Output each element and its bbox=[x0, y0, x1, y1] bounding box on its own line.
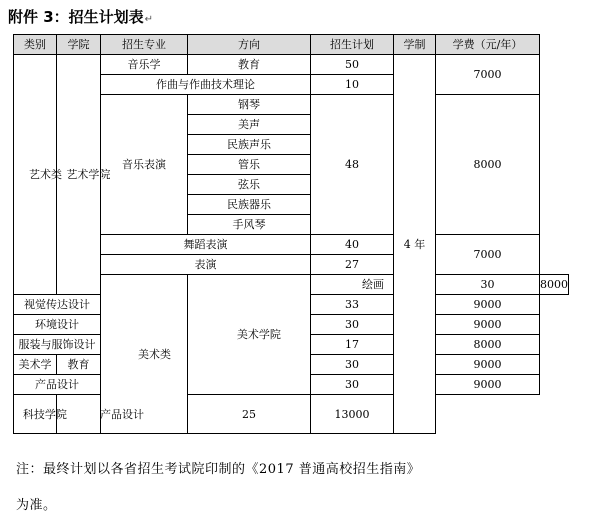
major-cell: 服装与服饰设计 bbox=[14, 335, 101, 355]
plan-cell: 30 bbox=[436, 275, 540, 295]
fee-cell: 9000 bbox=[436, 315, 540, 335]
plan-cell: 17 bbox=[311, 335, 394, 355]
duration-cell: 4 年 bbox=[394, 55, 436, 434]
plan-cell: 50 bbox=[311, 55, 394, 75]
major-cell: 舞蹈表演 bbox=[101, 235, 311, 255]
plan-cell: 33 bbox=[311, 295, 394, 315]
table-row bbox=[14, 55, 569, 75]
fee-cell: 9000 bbox=[436, 375, 540, 395]
fee-cell: 8000 bbox=[436, 335, 540, 355]
major-cell: 美术学 bbox=[14, 355, 57, 375]
fee-cell: 9000 bbox=[436, 295, 540, 315]
direction-cell: 民族器乐 bbox=[188, 195, 311, 215]
major-cell: 作曲与作曲技术理论 bbox=[101, 75, 311, 95]
major-cell: 视觉传达设计 bbox=[14, 295, 101, 315]
major-cell: 音乐学 bbox=[101, 55, 188, 75]
major-cell: 产品设计 bbox=[57, 395, 188, 434]
header-direction: 方向 bbox=[188, 35, 311, 55]
direction-cell: 弦乐 bbox=[188, 175, 311, 195]
fee-cell: 8000 bbox=[436, 95, 540, 235]
footnote-line-2: 为准。 bbox=[16, 498, 57, 513]
header-category: 类别 bbox=[14, 35, 57, 55]
plan-cell: 40 bbox=[311, 235, 394, 255]
direction-cell: 手风琴 bbox=[188, 215, 311, 235]
header-fee: 学费（元/年） bbox=[436, 35, 540, 55]
plan-cell: 30 bbox=[311, 375, 394, 395]
major-cell: 绘画 bbox=[311, 275, 436, 295]
plan-cell: 10 bbox=[311, 75, 394, 95]
category-art: 艺术类 bbox=[14, 55, 57, 295]
fee-cell: 7000 bbox=[436, 55, 540, 95]
plan-cell: 25 bbox=[188, 395, 311, 434]
fee-cell: 13000 bbox=[311, 395, 394, 434]
major-cell: 产品设计 bbox=[14, 375, 101, 395]
major-cell: 环境设计 bbox=[14, 315, 101, 335]
college-art: 艺术学院 bbox=[57, 55, 101, 295]
page-title: 附件 3：招生计划表↵ bbox=[8, 8, 154, 26]
direction-cell: 教育 bbox=[57, 355, 101, 375]
direction-cell: 教育 bbox=[188, 55, 311, 75]
header-plan: 招生计划 bbox=[311, 35, 394, 55]
header-major: 招生专业 bbox=[101, 35, 188, 55]
plan-cell: 27 bbox=[311, 255, 394, 275]
enrollment-plan-table bbox=[13, 34, 569, 434]
direction-cell: 民族声乐 bbox=[188, 135, 311, 155]
footnote-line-1: 注：最终计划以各省招生考试院印制的《2017 普通高校招生指南》 bbox=[16, 462, 421, 477]
direction-cell: 钢琴 bbox=[188, 95, 311, 115]
fee-cell: 9000 bbox=[436, 355, 540, 375]
plan-cell: 30 bbox=[311, 315, 394, 335]
header-college: 学院 bbox=[57, 35, 101, 55]
fee-cell: 7000 bbox=[436, 235, 540, 275]
direction-cell: 管乐 bbox=[188, 155, 311, 175]
college-tech: 科技学院 bbox=[14, 395, 57, 434]
major-cell: 表演 bbox=[101, 255, 311, 275]
header-row bbox=[14, 35, 569, 55]
college-fine-art: 美术学院 bbox=[188, 275, 311, 395]
direction-cell: 美声 bbox=[188, 115, 311, 135]
major-cell: 音乐表演 bbox=[101, 95, 188, 235]
header-duration: 学制 bbox=[394, 35, 436, 55]
category-fine-art: 美术类 bbox=[101, 275, 188, 434]
plan-cell: 30 bbox=[311, 355, 394, 375]
fee-cell: 8000 bbox=[540, 275, 569, 295]
plan-cell: 48 bbox=[311, 95, 394, 235]
